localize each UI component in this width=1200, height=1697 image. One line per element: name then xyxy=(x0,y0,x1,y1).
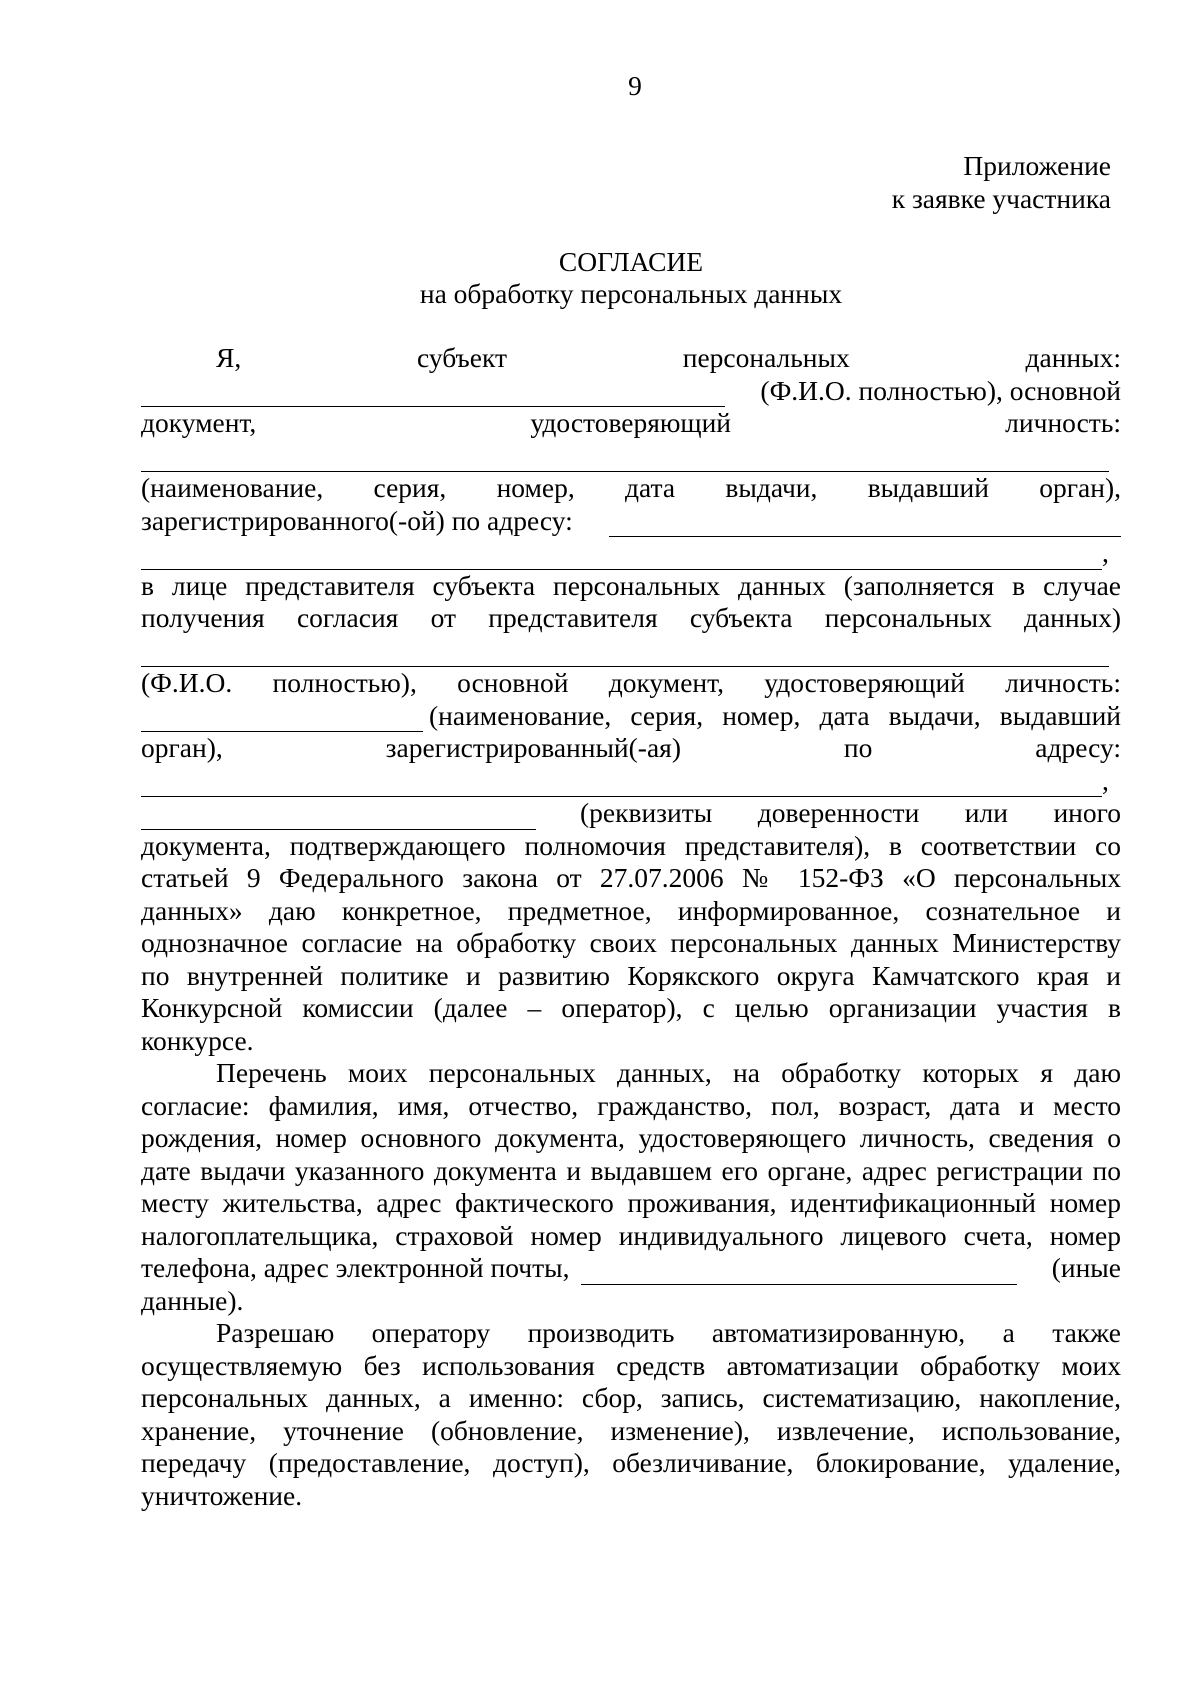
text-line: в лице представителя субъекта персональных данных (заполняется в случае xyxy=(141,569,1121,601)
consent-body xyxy=(141,342,1121,1512)
power-of-attorney-blank[interactable] xyxy=(141,804,536,830)
text-line: по внутренней политике и развитию Корякского округа Камчатского края и xyxy=(141,959,1121,991)
text-line: (Ф.И.О. полностью), основной документ, удостоверяющий личность: xyxy=(141,667,1121,698)
document-title: СОГЛАСИЕ xyxy=(558,246,704,277)
representative-address-line xyxy=(141,765,1121,798)
representative-document-blank[interactable] xyxy=(141,706,423,732)
text-line: (наименование, серия, номер, дата выдачи, выдавший орган), xyxy=(141,472,1121,503)
text-fragment: (иные xyxy=(1051,1252,1121,1283)
text-line: Разрешаю оператору производить автоматизированную, а также xyxy=(216,1317,1121,1348)
text-line: месту жительства, адрес фактического проживания, идентификационный номер xyxy=(141,1187,1121,1218)
text-line: осуществляемую без использования средств автоматизации обработку моих xyxy=(141,1349,1121,1381)
text-line: данных» даю конкретное, предметное, информированное, сознательное и xyxy=(141,894,1121,926)
representative-document-line xyxy=(141,700,1121,733)
text-line: Перечень моих персональных данных, на обработку которых я даю xyxy=(216,1057,1121,1088)
text-line: хранение, уточнение (обновление, изменение), извлечение, использование, xyxy=(141,1414,1121,1446)
appendix-line-1: Приложение xyxy=(963,150,1111,181)
text-line: рождения, номер основного документа, удостоверяющего личность, сведения о xyxy=(141,1122,1121,1153)
document-blank[interactable] xyxy=(141,446,1109,472)
text-line: однозначное согласие на обработку своих персональных данных Министерству xyxy=(141,927,1121,958)
text-fragment: телефона, адрес электронной почты, xyxy=(141,1252,570,1283)
fio-line xyxy=(141,375,1121,408)
text-line: налогоплательщика, страховой номер индивидуального лицевого счета, номер xyxy=(141,1219,1121,1251)
address-blank[interactable] xyxy=(609,511,1121,537)
page-number: 9 xyxy=(628,70,642,101)
document-line xyxy=(141,440,1121,473)
other-data-blank[interactable] xyxy=(581,1259,1017,1285)
representative-fio-line xyxy=(141,635,1121,668)
text-line: уничтожение. xyxy=(141,1479,303,1511)
address-blank-2[interactable] xyxy=(141,544,1102,570)
appendix-note xyxy=(892,150,1111,215)
text-fragment: , xyxy=(1102,764,1109,796)
text-line: получения согласия от представителя субъекта персональных данных) xyxy=(141,602,1121,633)
text-fragment: (Ф.И.О. полностью), основной xyxy=(760,374,1121,406)
text-line: документа, подтверждающего полномочия представителя), в соответствии со xyxy=(141,829,1121,861)
text-fragment: (реквизиты доверенности или иного xyxy=(580,797,1121,828)
text-line: согласие: фамилия, имя, отчество, гражданство, пол, возраст, дата и место xyxy=(141,1089,1121,1121)
fio-blank[interactable] xyxy=(141,381,725,407)
text-line: статьей 9 Федерального закона от 27.07.2006 № 152-ФЗ «О персональных xyxy=(141,862,1121,893)
representative-address-blank[interactable] xyxy=(141,771,1102,797)
text-fragment: , xyxy=(1102,537,1109,568)
address-line-2 xyxy=(141,537,1121,570)
text-line: персональных данных, а именно: сбор, запись, систематизацию, накопление, xyxy=(141,1382,1121,1413)
text-line: дате выдачи указанного документа и выдавшем его органе, адрес регистрации по xyxy=(141,1154,1121,1186)
text-line: Конкурсной комиссии (далее – оператор), с целью организации участия в xyxy=(141,992,1121,1023)
text-line: Я, субъект персональных данных: xyxy=(216,342,1121,373)
appendix-line-2: к заявке участника xyxy=(891,182,1111,214)
document-subtitle: на обработку персональных данных xyxy=(419,278,843,309)
representative-fio-blank[interactable] xyxy=(141,641,1109,667)
text-fragment: зарегистрированного(-ой) по адресу: xyxy=(141,504,573,536)
text-line: передачу (предоставление, доступ), обезличивание, блокирование, удаление, xyxy=(141,1447,1121,1478)
text-line: данные). xyxy=(141,1284,244,1316)
other-data-line xyxy=(141,1252,1121,1285)
text-fragment: (наименование, серия, номер, дата выдачи, выдавший xyxy=(429,699,1121,731)
address-line xyxy=(141,505,1121,538)
text-line: орган), зарегистрированный(-ая) по адресу: xyxy=(141,732,1121,763)
power-of-attorney-line xyxy=(141,797,1121,830)
text-line: конкурсе. xyxy=(141,1024,254,1056)
text-line: документ, удостоверяющий личность: xyxy=(141,407,1121,438)
